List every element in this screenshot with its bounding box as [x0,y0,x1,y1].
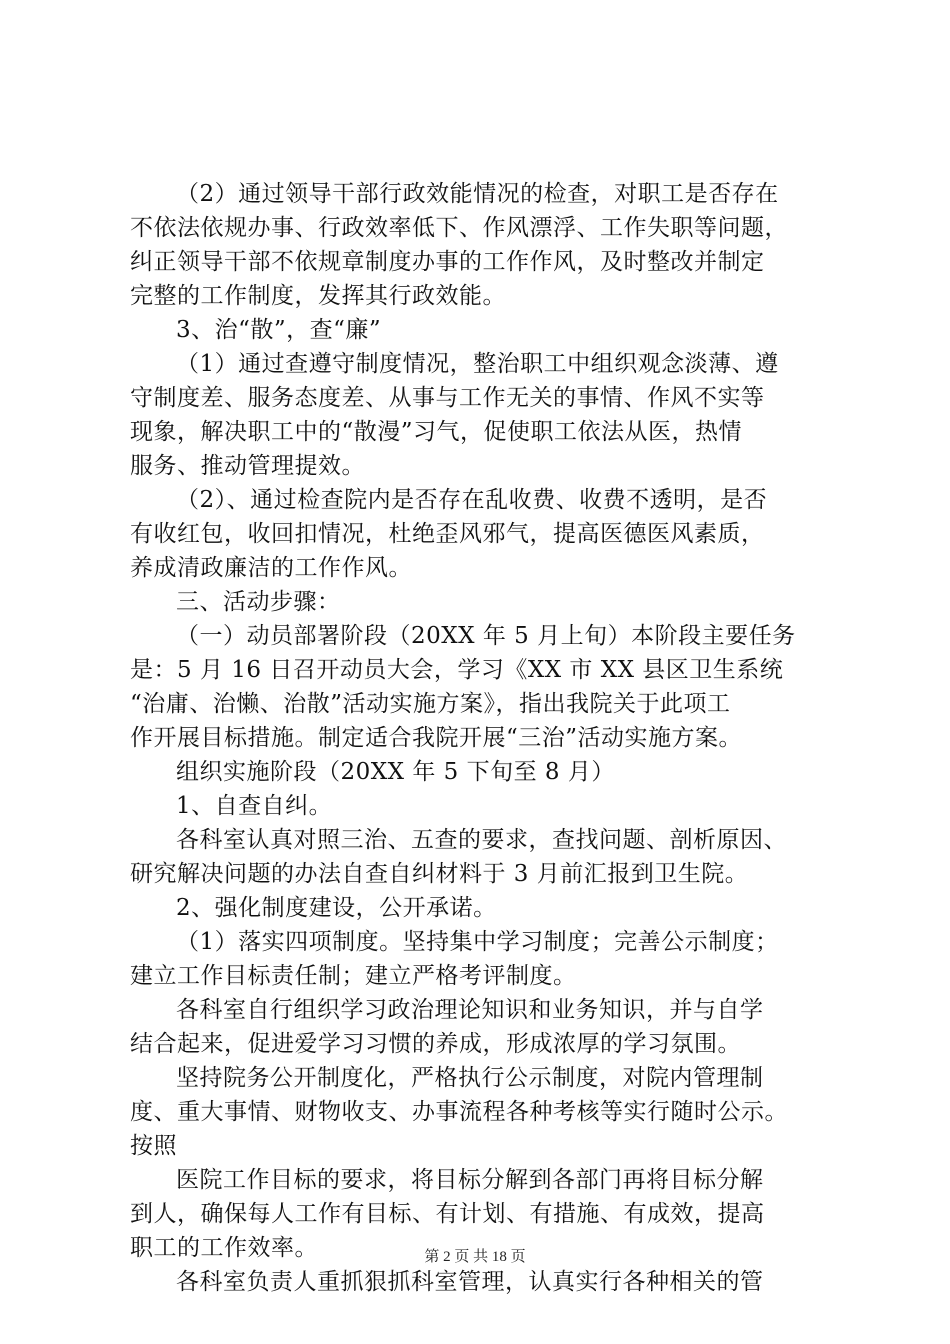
text-line: 度、重大事情、财物收支、办事流程各种考核等实行随时公示。 [130,1099,788,1125]
section-heading: 2、强化制度建设，公开承诺。 [176,895,497,921]
text-line: 结合起来，促进爱学习习惯的养成，形成浓厚的学习氛围。 [130,1031,741,1057]
section-heading: 三、活动步骤： [176,589,341,615]
text-line: （1）通过查遵守制度情况，整治职工中组织观念淡薄、遵 [176,351,779,377]
text-line: 到人，确保每人工作有目标、有计划、有措施、有成效，提高 [130,1201,765,1227]
text-line: 完整的工作制度，发挥其行政效能。 [130,283,506,309]
text-line: 是：5 月 16 日召开动员大会，学习《XX 市 XX 县区卫生系统 [130,657,784,683]
text-line: 坚持院务公开制度化，严格执行公示制度，对院内管理制 [176,1065,764,1091]
text-line: （2）、通过检查院内是否存在乱收费、收费不透明，是否 [176,487,768,513]
text-line: 现象，解决职工中的“散漫”习气，促使职工依法从医，热情 [130,419,743,445]
text-line: 各科室负责人重抓狠抓科室管理，认真实行各种相关的管 [176,1269,764,1295]
section-heading: 组织实施阶段（20XX 年 5 下旬至 8 月） [176,759,615,785]
text-line: 各科室认真对照三治、五查的要求，查找问题、剖析原因、 [176,827,787,853]
text-line: 研究解决问题的办法自查自纠材料于 3 月前汇报到卫生院。 [130,861,749,887]
text-line: （2）通过领导干部行政效能情况的检查，对职工是否存在 [176,181,779,207]
text-line: 按照 [130,1133,177,1159]
section-heading: 1、自查自纠。 [176,793,333,819]
text-line: 养成清政廉洁的工作作风。 [130,555,412,581]
text-line: “治庸、治懒、治散”活动实施方案》，指出我院关于此项工 [130,691,731,717]
text-line: 服务、推动管理提效。 [130,453,365,479]
text-line: 建立工作目标责任制；建立严格考评制度。 [130,963,577,989]
page-number-footer: 第 2 页 共 18 页 [424,1249,526,1265]
text-line: 守制度差、服务态度差、从事与工作无关的事情、作风不实等 [130,385,765,411]
section-heading: 3、治“散”，查“廉” [176,317,382,343]
text-line: （1）落实四项制度。坚持集中学习制度；完善公示制度； [176,929,779,955]
text-line: 职工的工作效率。 [130,1235,318,1261]
text-line: 各科室自行组织学习政治理论知识和业务知识，并与自学 [176,997,764,1023]
text-line: 医院工作目标的要求，将目标分解到各部门再将目标分解 [176,1167,764,1193]
text-line: 作开展目标措施。制定适合我院开展“三治”活动实施方案。 [130,725,743,751]
text-line: 纠正领导干部不依规章制度办事的工作作风，及时整改并制定 [130,249,765,275]
text-line: （一）动员部署阶段（20XX 年 5 月上旬）本阶段主要任务 [176,623,796,649]
text-line: 有收红包，收回扣情况，杜绝歪风邪气，提高医德医风素质， [130,521,765,547]
text-line: 不依法依规办事、行政效率低下、作风漂浮、工作失职等问题， [130,215,788,241]
